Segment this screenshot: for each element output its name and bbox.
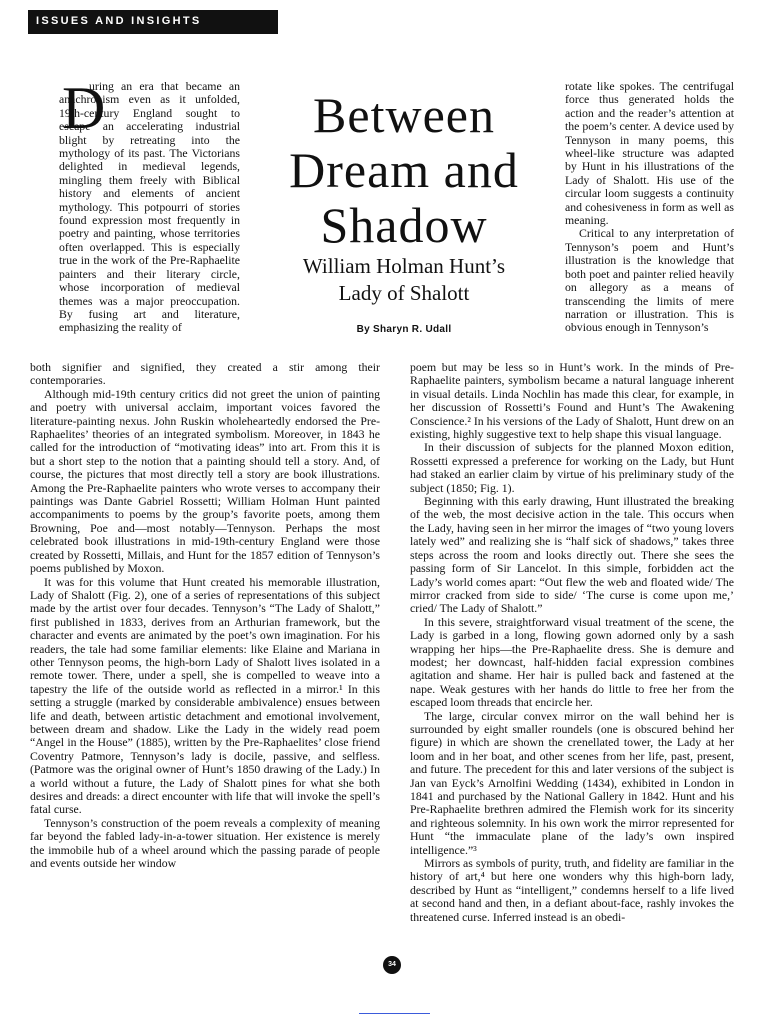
footer-link-rule bbox=[359, 1013, 430, 1014]
intro-paragraph: uring an era that became an anachronism even as it unfolded, 19th-century England sought to escape an accelerating industrial blight by retreating into the mythology of its past. The Victorians delighted in medieval legends, mingling them freely with Biblical history and elements of ancient mythology. This potpourri of stories found expression most frequently in poetry and painting, whose territories often overlapped. This is especially true in the work of the Pre-Raphaelite painters and their literary circle, whose incorporation of medieval themes was a major preoccupation. By fusing art and literature, emphasizing the reality of bbox=[59, 80, 240, 335]
section-banner bbox=[28, 10, 278, 34]
subtitle-line: Lady of Shalott bbox=[338, 281, 470, 305]
paragraph: Critical to any interpretation of Tennyson’s poem and Hunt’s illustration is the knowledge that both poet and painter relied heavily on allegory as a means of transcending the limits of mere narration or illustration. This is obvious enough in Tennyson’s bbox=[565, 226, 734, 335]
paragraph: Tennyson’s construction of the poem reveals a complexity of meaning far beyond the fabled lady-in-a-tower situation. Her existence is merely the immobile hub of a wheel around which the passing parade of people and events outside her window bbox=[30, 815, 380, 871]
column-top-left bbox=[59, 75, 240, 380]
column-bottom-left bbox=[30, 361, 380, 957]
paragraph: Although mid-19th century critics did not greet the union of painting and poetry with universal acclaim, important voices favored the literature-painting nexus. John Ruskin wholeheartedly endorsed the Pre-Raphaelites’ theories of an integrated symbolism. Moreover, in 1843 he called for the introduction of “motivating ideas” into art. From this it is but a short step to the notion that a painting should tell a story. And, of course, the pictures that most directly tell a story are book illustrations. Among the Pre-Raphaelite painters who wrote verses to accompany their paintings was Dante Gabriel Rossetti; William Holman Hunt painted accompaniments to poems by the group’s favorite poets, among them Browning, Poe and—most notably—Tennyson. Perhaps the most celebrated book illustrations in mid-19th-century England were those created by Rossetti, Millais, and Hunt for the 1857 edition of Tennyson’s poems published by Moxon. bbox=[30, 386, 380, 576]
paragraph: The large, circular convex mirror on the wall behind her is surrounded by eight smaller roundels (one is obscured behind her figure) in which are shown the crenellated tower, the Lady at her loom and in her boat, and other scenes from her life, past, present, and future. The precedent for this and later versions of the subject is Jan van Eyck’s Arnolfini Wedding (1434), exhibited in London in 1841 and purchased by the National Gallery in 1842. Hunt and his Pre-Raphaelite brethren admired the Flemish work for its sincerity and righteous solemnity. In his own work the mirror represented for Hunt “the immaculate plane of the lady’s own inspired intelligence.”³ bbox=[410, 708, 734, 857]
paragraph: poem but may be less so in Hunt’s work. In the minds of Pre-Raphaelite painters, symbolism became a natural language inherent in visual details. Linda Nochlin has made this clear, for example, in her discussion of Rossetti’s Found and Hunt’s The Awakening Conscience.² In his versions of the Lady of Shalott, Hunt drew on an existing, highly suggestive text to help shape this visual language. bbox=[410, 361, 734, 442]
paragraph: Mirrors as symbols of purity, truth, and fidelity are familiar in the history of art,⁴ but here one wonders why this high-born lady, described by Hunt as “intelligent,” condemns herself to a life lived at second hand and then, in a defiant about-face, rashly invokes the threatened curse. Inferred instead is an obedi- bbox=[410, 856, 734, 924]
subtitle-line: William Holman Hunt’s bbox=[302, 254, 506, 278]
paragraph: In their discussion of subjects for the planned Moxon edition, Rossetti expressed a preference for working on the Lady, but Hunt had staked an earlier claim by virtue of his preliminary study of the subject (1850; Fig. 1). bbox=[410, 440, 734, 495]
title-line: Between bbox=[313, 87, 495, 143]
paragraph: both signifier and signified, they created a stir among their contemporaries. bbox=[30, 361, 380, 388]
column-top-right bbox=[565, 80, 734, 380]
byline: By Sharyn R. Udall bbox=[356, 324, 452, 335]
column-bottom-right bbox=[410, 361, 734, 957]
paragraph: It was for this volume that Hunt created his memorable illustration, Lady of Shalott (Fig. 2), one of a series of representations of this subject made by the artist over four decades. Tennyson’s “The Lady of Shalott,” first published in 1833, derives from an Arthurian framework, but the character and events are animated by the poet’s own imagination. For his readers, the tale had some familiar elements: like Elaine and Mariana in other Tennyson peoms, the high-born Lady of Shalott lives isolated in a remote tower. There, under a spell, she is compelled to weave into a tapestry the life of the outside world as reflected in a mirror.¹ In this setting a struggle (marked by considerable ambivalence) ensues between life and death, between artistic detachment and emotional involvement, between dream and shadow. Like the Lady in the widely read poem “Angel in the House” (1885), written by the Pre-Raphaelites’ close friend Coventry Patmore, Tennyson’s lady is docile, passive, and selfless. (Patmore was the original owner of Hunt’s 1850 drawing of the Lady.) In a world without a future, the Lady of Shalott pines for what she both desires and dreads: a direct encounter with life that will invoke the spell’s fatal curse. bbox=[30, 574, 380, 817]
section-label: ISSUES AND INSIGHTS bbox=[36, 15, 202, 27]
article-title bbox=[260, 88, 548, 253]
drop-cap: D bbox=[62, 75, 106, 141]
title-line: Dream and bbox=[289, 142, 519, 198]
paragraph: In this severe, straightforward visual treatment of the scene, the Lady is garbed in a long, flowing gown adorned only by a sash wrapping her hips—the Pre-Raphaelite dress. She is demure and modest; her downcast, half-hidden facial expression combines agitation and shame. Her hair is pulled back and fastened at the nape. Weak gestures with her hands do little to free her from the escaped loom threads that encircle her. bbox=[410, 614, 734, 710]
article-subtitle bbox=[262, 253, 546, 307]
title-line: Shadow bbox=[320, 197, 488, 253]
paragraph: Beginning with this early drawing, Hunt illustrated the breaking of the web, the most decisive action in the tale. This occurs when the Lady, having seen in her mirror the images of “two young lovers lately wed” and realizing she is “half sick of shadows,” takes three steps across the room and looks directly out. There she sees the passing form of Sir Lancelot. In this simple, forbidden act the Lady’s world comes apart: “Out flew the web and floated wide/ The mirror cracked from side to side/ ‘The curse is come upon me,’ cried/ The Lady of Shalott.” bbox=[410, 494, 734, 616]
page-number: 34 bbox=[383, 956, 401, 974]
paragraph: rotate like spokes. The centrifugal force thus generated holds the action and the reader’s attention at the poem’s center. A device used by Tennyson in many poems, this wheel-like structure was adapted by Hunt in his illustrations of the Lady of Shalott. His use of the circular loom suggests a continuity and cohesiveness in form as well as meaning. bbox=[565, 80, 734, 228]
